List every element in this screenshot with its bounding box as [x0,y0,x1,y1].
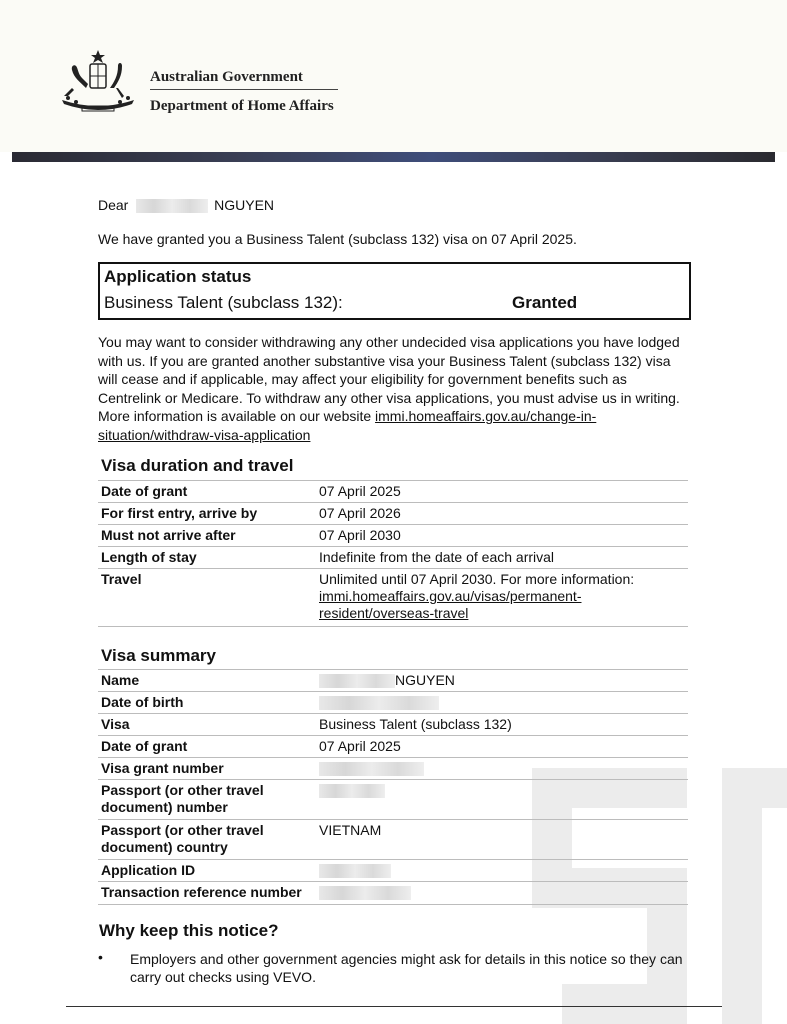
redacted-passport-number [319,784,385,798]
row-label: Length of stay [101,549,197,565]
header-band [12,152,775,162]
redacted-grant-number [319,762,424,776]
why-bullet-text: Employers and other government agencies might ask for details in this notice so they can carry out checks using VEVO. [130,951,683,985]
department-title: Department of Home Affairs [150,98,334,114]
row-value: 07 April 2026 [319,505,401,521]
header-divider [150,89,338,90]
row-label: Visa grant number [101,760,224,776]
row-label: Travel [101,571,142,587]
application-status-box [98,262,691,320]
summary-heading: Visa summary [101,646,216,665]
coat-of-arms-icon [52,48,144,118]
withdraw-visa-link[interactable]: immi.homeaffairs.gov.au/change-in-situation/withdraw-visa-application [98,408,597,443]
table-row [98,502,688,524]
redacted-given-name [136,199,208,213]
table-row [98,757,688,779]
status-heading: Application status [104,267,252,286]
row-label: Passport (or other travel document) number [101,782,264,815]
status-value: Granted [512,293,578,312]
row-label: Transaction reference number [101,884,302,900]
salutation-line [98,196,274,214]
table-row [98,546,688,568]
row-value: Business Talent (subclass 132) [319,716,512,732]
table-row [98,713,688,735]
why-heading: Why keep this notice? [99,921,279,940]
government-title: Australian Government [150,69,303,85]
row-value [319,760,684,777]
row-value [319,782,684,799]
row-value: 07 April 2030 [319,527,401,543]
row-label: Date of grant [101,483,188,499]
row-value [319,694,684,711]
salutation: Dear [98,197,129,213]
footer-divider [66,1006,722,1007]
status-visa: Business Talent (subclass 132): [104,293,343,312]
table-row [98,735,688,757]
redacted-transaction-reference [319,886,411,900]
table-row [98,881,688,905]
bullet-dot: • [98,949,103,965]
row-value: 07 April 2025 [319,738,401,754]
row-label: Date of grant [101,738,188,754]
row-value: VIETNAM [319,822,382,838]
grant-intro: We have granted you a Business Talent (subclass 132) visa on 07 April 2025. [98,231,577,247]
row-label: For first entry, arrive by [101,505,258,521]
redacted-date-of-birth [319,696,439,710]
salutation-surname: NGUYEN [214,197,275,213]
table-row [98,669,688,691]
redacted-application-id [319,864,391,878]
table-row [98,691,688,713]
row-label: Application ID [101,862,196,878]
table-row [98,524,688,546]
duration-heading: Visa duration and travel [101,456,294,475]
notice-text: You may want to consider withdrawing any other undecided visa applications you have lodged with us. If you are granted another substantive visa your Business Talent (subclass 132) visa will cease and if applicable, may affect your eligibility for government benefits such as Centrelink or Medicare. To withdraw any other visa applications, you must advise us in writing. More information is available on our website [98,334,680,424]
row-label: Name [101,672,140,688]
letterhead [0,0,787,152]
row-value [319,884,684,901]
table-row [98,568,688,627]
row-value [319,862,684,879]
row-value [319,571,684,622]
row-label: Visa [101,716,130,732]
table-row [98,859,688,881]
row-label: Passport (or other travel document) country [101,822,264,855]
overseas-travel-link[interactable]: immi.homeaffairs.gov.au/visas/permanent-resident/overseas-travel [319,588,582,621]
row-label: Date of birth [101,694,184,710]
travel-text: Unlimited until 07 April 2030. For more information: [319,571,635,587]
withdraw-notice [98,333,688,444]
redacted-given-name [319,674,395,688]
table-row [98,779,688,819]
row-value: 07 April 2025 [319,483,401,499]
row-label: Must not arrive after [101,527,236,543]
table-row [98,819,688,859]
table-row [98,480,688,502]
row-value: Indefinite from the date of each arrival [319,549,555,565]
summary-surname: NGUYEN [395,672,455,688]
row-value [319,672,684,689]
